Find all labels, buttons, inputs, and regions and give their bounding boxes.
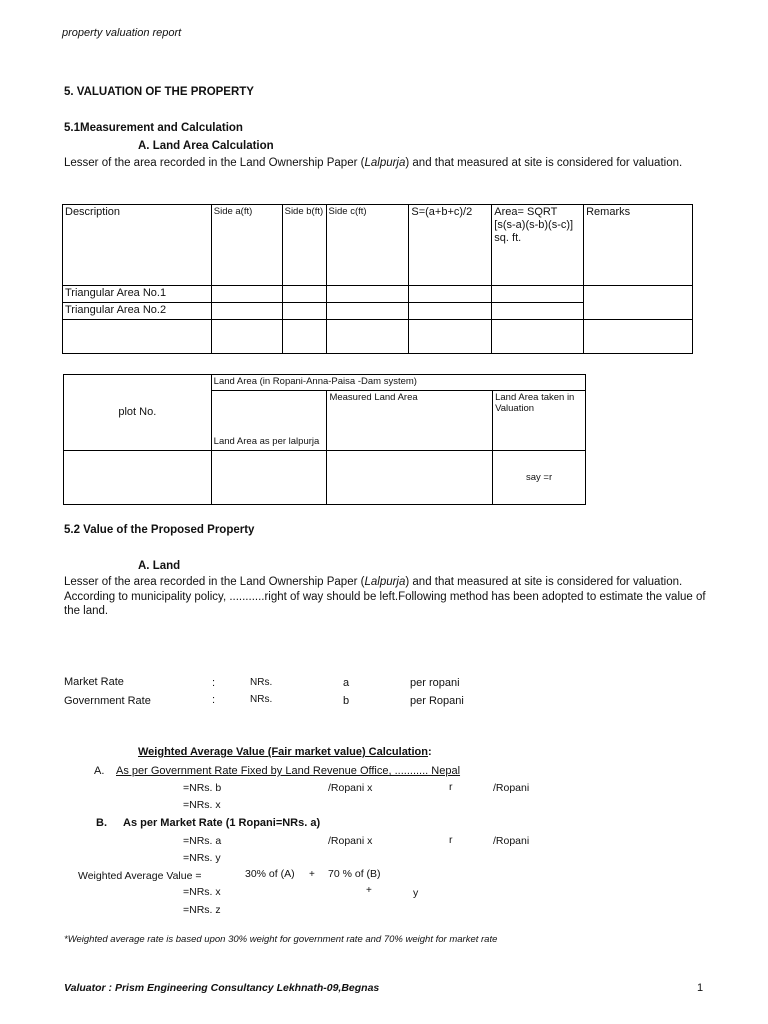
thirty-percent-a: 30% of (A) xyxy=(245,868,295,880)
b-line1-left: =NRs. a xyxy=(183,835,222,847)
section-5-title: 5. VALUATION OF THE PROPERTY xyxy=(64,86,254,98)
market-rate-colon: : xyxy=(212,677,216,689)
header-description: Description xyxy=(63,205,212,286)
section-5-1-paragraph: Lesser of the area recorded in the Land Ownership Paper (Lalpurja) and that measured at site is considered for valuation. xyxy=(64,157,683,169)
header-area-formula: Area= SQRT [s(s-a)(s-b)(s-c)] sq. ft. xyxy=(492,205,584,286)
table-row xyxy=(63,320,693,354)
sum-plus-sign: + xyxy=(366,885,372,896)
market-rate-value: a xyxy=(343,677,350,689)
land-area-taken-header: Land Area taken in Valuation xyxy=(493,391,586,451)
government-rate-currency: NRs. xyxy=(250,694,273,705)
b-line2: =NRs. y xyxy=(183,852,221,864)
a-line1-left: =NRs. b xyxy=(183,782,222,794)
result-line: =NRs. z xyxy=(183,904,221,916)
triangle-area-table xyxy=(62,204,693,354)
a-line1-mid: /Ropani x xyxy=(328,782,373,794)
weighted-average-title: Weighted Average Value (Fair market value) Calculation: xyxy=(138,746,432,758)
government-rate-value: b xyxy=(343,695,350,707)
header-remarks: Remarks xyxy=(584,205,693,286)
land-area-lalpurja-header: Land Area as per lalpurja xyxy=(211,391,327,451)
page-header: property valuation report xyxy=(62,27,182,39)
weighted-average-label: Weighted Average Value = xyxy=(78,870,202,882)
section-5-1-title: 5.1Measurement and Calculation xyxy=(64,122,243,134)
government-rate-heading: As per Government Rate Fixed by Land Revenue Office, ........... Nepal xyxy=(116,765,461,777)
market-rate-heading: As per Market Rate (1 Ropani=NRs. a) xyxy=(123,817,321,829)
plot-no-header: plot No. xyxy=(64,375,212,451)
a-line1-unit: /Ropani xyxy=(493,782,530,794)
b-line1-r: r xyxy=(449,834,453,846)
item-b-label: B. xyxy=(96,817,107,829)
plus-sign: + xyxy=(309,869,315,880)
market-rate-currency: NRs. xyxy=(250,677,273,688)
market-rate-label: Market Rate xyxy=(64,676,124,688)
b-line1-unit: /Ropani xyxy=(493,835,530,847)
land-area-calc-subtitle: A. Land Area Calculation xyxy=(138,140,274,152)
footnote: *Weighted average rate is based upon 30% weight for government rate and 70% weight for market rate xyxy=(64,934,498,945)
footer-valuator: Valuator : Prism Engineering Consultancy Lekhnath-09,Begnas xyxy=(64,982,380,994)
sum-line-left: =NRs. x xyxy=(183,886,221,898)
government-rate-label: Government Rate xyxy=(64,695,151,707)
header-side-c: Side c(ft) xyxy=(326,205,409,286)
a-line2: =NRs. x xyxy=(183,799,221,811)
government-rate-colon: : xyxy=(212,694,216,706)
table-header-row xyxy=(63,205,693,286)
a-line1-r: r xyxy=(449,781,453,793)
seventy-percent-b: 70 % of (B) xyxy=(328,868,381,880)
section-5-2-paragraph: Lesser of the area recorded in the Land Ownership Paper (Lalpurja) and that measured at site is considered for valuation. According to municipality policy, ...........right of way should be left.Following method has been adopted to estimate the value of the land. xyxy=(64,576,706,617)
land-subtitle: A. Land xyxy=(138,560,181,572)
page-number: 1 xyxy=(697,982,704,994)
header-semi-perimeter: S=(a+b+c)/2 xyxy=(409,205,492,286)
header-side-b: Side b(ft) xyxy=(282,205,326,286)
item-a-label: A. xyxy=(94,765,105,777)
government-rate-unit: per Ropani xyxy=(410,695,464,707)
land-area-system-header: Land Area (in Ropani-Anna-Paisa -Dam system) xyxy=(211,375,585,391)
row-label: Triangular Area No.2 xyxy=(63,303,212,320)
say-value: say =r xyxy=(493,451,586,505)
section-5-2-title: 5.2 Value of the Proposed Property xyxy=(64,524,255,536)
header-side-a: Side a(ft) xyxy=(211,205,282,286)
sum-y: y xyxy=(413,887,419,899)
market-rate-unit: per ropani xyxy=(410,677,460,689)
row-label: Triangular Area No.1 xyxy=(63,286,212,303)
land-area-table xyxy=(63,374,586,505)
b-line1-mid: /Ropani x xyxy=(328,835,373,847)
table-row xyxy=(63,286,693,303)
measured-land-area-header: Measured Land Area xyxy=(327,391,493,451)
